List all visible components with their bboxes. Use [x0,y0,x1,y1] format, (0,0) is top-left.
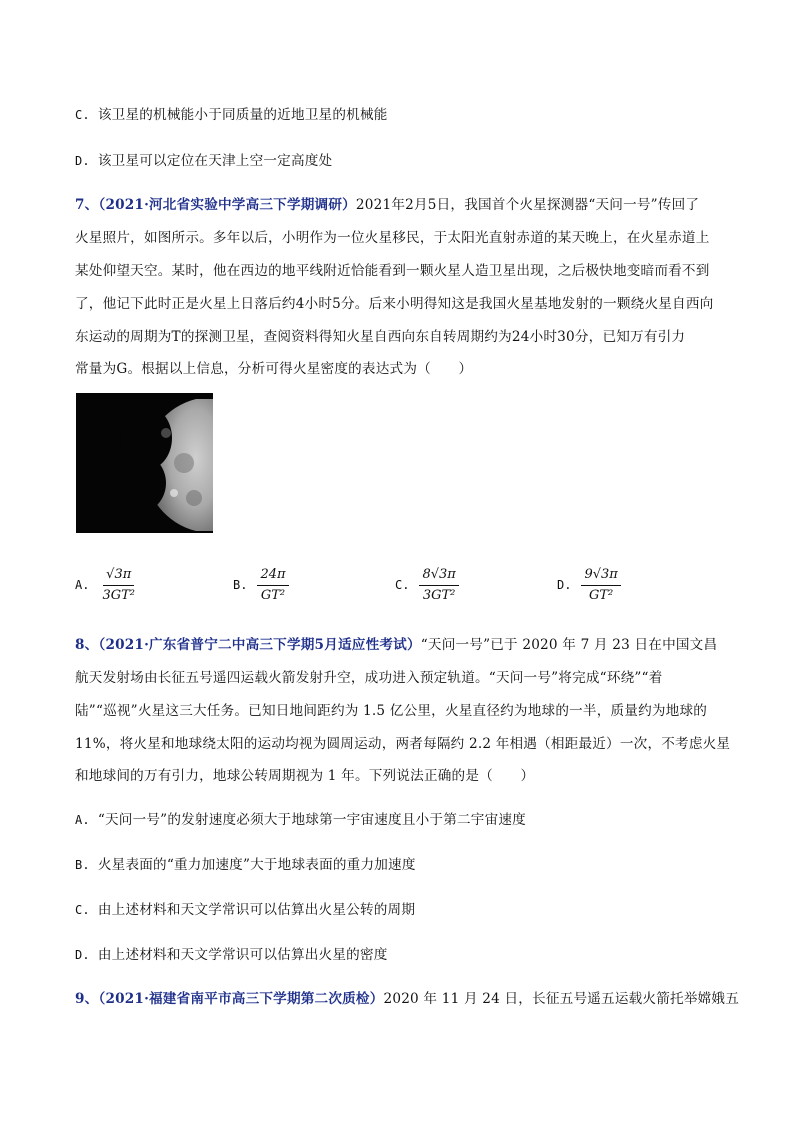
q8-stem-line-2: 航天发射场由长征五号遥四运载火箭发射升空，成功进入预定轨道。“天问一号”将完成“环绕”“着 [75,670,663,686]
q7-stem-line-1 [75,193,725,213]
q8-option-a[interactable] [75,808,725,828]
option-label: C. [75,903,90,917]
mars-image [76,393,213,533]
question-source: （2021·广东省普宁二中高三下学期5月适应性考试） [98,637,421,653]
question-number: 8、 [75,637,99,653]
denominator: GT² [260,587,286,603]
q8-stem-line-1 [75,633,725,653]
stem-text: 2021年2月5日，我国首个火星探测器“天问一号”传回了 [355,197,700,213]
q7-stem-line-5: 东运动的周期为T的探测卫星，查阅资料得知火星自西向东自转周期约为24小时30分，已知万有引力 [75,329,686,345]
q7-choice-d[interactable] [557,560,621,610]
choice-label: D. [557,578,572,592]
q8-stem-line-3: 陆”“巡视”火星这三大任务。已知日地间距约为 1.5 亿公里，火星直径约为地球的一半，质量约为地球的 [75,703,708,719]
denominator: GT² [589,587,614,603]
q9-stem-line-1 [75,987,739,1007]
stem-text: “天问一号”已于 2020 年 7 月 23 日在中国文昌 [420,637,718,653]
numerator: √3π [103,567,134,586]
choice-label: A. [75,578,90,592]
q8-stem-line-4: 11%，将火星和地球绕太阳的运动均视为圆周运动，两者每隔约 2.2 年相遇（相距最近）一次，不考虑火星 [75,736,731,752]
option-text: 该卫星的机械能小于同质量的近地卫星的机械能 [97,107,388,123]
q8-option-c[interactable] [75,898,725,918]
option-label: C. [75,108,90,122]
numerator: 24π [257,567,288,586]
fraction [99,567,138,604]
fraction [257,567,288,604]
option-text: 火星表面的“重力加速度”大于地球表面的重力加速度 [97,857,416,873]
fraction [581,567,620,604]
option-text: 由上述材料和天文学常识可以估算出火星公转的周期 [97,902,416,918]
q7-stem-line-4: 了，他记下此时正是火星上日落后约4小时5分。后来小明得知这是我国火星基地发射的一颗绕火星自西向 [75,296,714,312]
option-label: A. [75,813,90,827]
option-text: 该卫星可以定位在天津上空一定高度处 [97,153,333,169]
stem-text: 2020 年 11 月 24 日，长征五号遥五运载火箭托举嫦娥五 [383,991,739,1007]
option-text: “天问一号”的发射速度必须大于地球第一宇宙速度且小于第二宇宙速度 [97,812,526,828]
choice-label: C. [395,578,410,592]
question-number: 7、 [75,197,99,213]
q6-option-d [75,149,725,169]
option-label: D. [75,948,90,962]
q7-stem-line-6: 常量为G。根据以上信息，分析可得火星密度的表达式为（ ） [75,361,473,377]
q8-option-d[interactable] [75,943,725,963]
choice-label: B. [233,578,248,592]
q8-option-b[interactable] [75,853,725,873]
q7-choice-c[interactable] [395,560,459,610]
q7-stem-line-2: 火星照片，如图所示。多年以后，小明作为一位火星移民，于太阳光直射赤道的某天晚上，在火星赤道上 [75,230,710,246]
numerator: 9√3π [581,567,620,586]
option-text: 由上述材料和天文学常识可以估算出火星的密度 [97,947,388,963]
denominator: 3GT² [102,587,135,603]
q7-choice-b[interactable] [233,560,289,610]
q6-option-c [75,103,725,123]
option-label: B. [75,858,90,872]
numerator: 8√3π [419,567,458,586]
mars-photo [76,393,213,533]
question-source: （2021·河北省实验中学高三下学期调研） [98,197,356,213]
denominator: 3GT² [422,587,456,603]
option-label: D. [75,154,90,168]
q8-stem-line-5: 和地球间的万有引力，地球公转周期视为 1 年。下列说法正确的是（ ） [75,768,535,784]
fraction [419,567,458,604]
question-number: 9、 [75,991,99,1007]
q7-choices [75,560,725,610]
question-source: （2021·福建省南平市高三下学期第二次质检） [98,991,384,1007]
q7-choice-a[interactable] [75,560,138,610]
q7-stem-line-3: 某处仰望天空。某时，他在西边的地平线附近恰能看到一颗火星人造卫星出现，之后极快地变暗而看不到 [75,263,710,279]
